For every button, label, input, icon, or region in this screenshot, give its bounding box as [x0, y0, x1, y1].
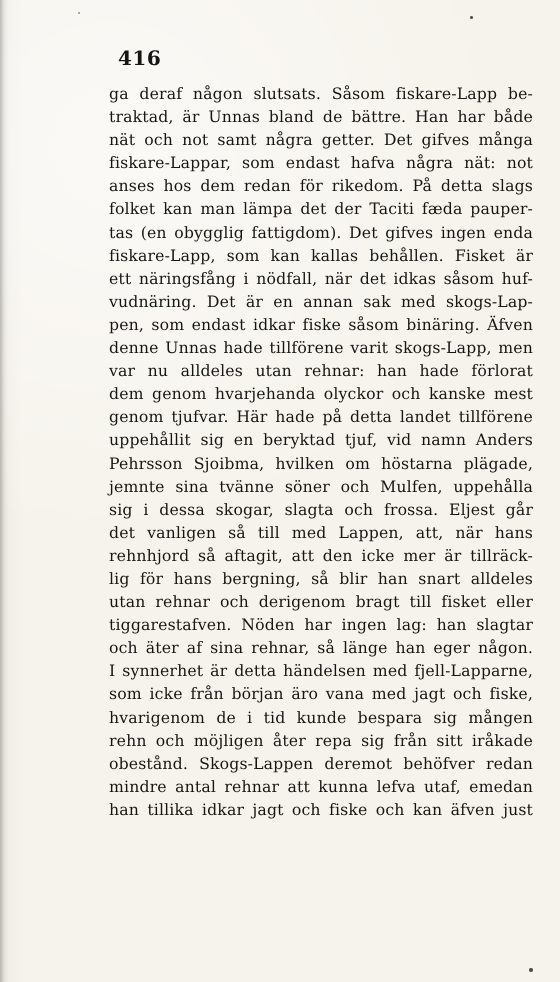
text-line: folket kan man lämpa det der Taciti fæda pauper- — [109, 199, 533, 219]
page-speck — [78, 12, 80, 14]
text-line: fiskare-Lapp, som kan kallas behållen. Fisket är — [109, 245, 533, 265]
text-line: rehnhjord så aftagit, att den icke mer är tillräck- — [109, 545, 533, 565]
page-speck — [470, 16, 473, 19]
text-line: hvarigenom de i tid kunde bespara sig mången — [109, 707, 533, 727]
text-line: och äter af sina rehnar, så länge han eger någon. — [109, 638, 533, 658]
text-line: tiggarestafven. Nöden har ingen lag: han slagtar — [109, 615, 533, 635]
text-line: var nu alldeles utan rehnar: han hade förlorat — [109, 361, 533, 381]
text-line: utan rehnar och derigenom bragt till fisket eller — [109, 592, 533, 612]
page-spine-shadow — [0, 0, 8, 982]
text-line: han tillika idkar jagt och fiske och kan äfven just — [109, 799, 533, 819]
text-line: fiskare-Lappar, som endast hafva några nät: not — [109, 153, 533, 173]
text-line: vudnäring. Det är en annan sak med skogs-Lap- — [109, 291, 533, 311]
page-speck — [529, 968, 533, 972]
text-line: rehn och möjligen åter repa sig från sitt iråkade — [109, 730, 533, 750]
text-line: I synnerhet är detta händelsen med fjell-Lapparne, — [109, 661, 533, 681]
text-line: ett näringsfång i nödfall, när det idkas såsom huf- — [109, 268, 533, 288]
text-line: ga deraf någon slutsats. Såsom fiskare-Lapp be- — [109, 84, 533, 103]
text-line: dem genom hvarjehanda olyckor och kanske mest — [109, 384, 533, 404]
text-line: tas (en obygglig fattigdom). Det gifves ingen enda — [109, 222, 533, 242]
text-line: denne Unnas hade tillförene varit skogs-Lapp, men — [109, 338, 533, 358]
text-line: lig för hans bergning, så blir han snart alldeles — [109, 568, 533, 588]
text-line: anses hos dem redan för rikedom. På detta slags — [109, 176, 533, 196]
text-line: genom tjufvar. Här hade på detta landet tillförene — [109, 407, 533, 427]
text-line: traktad, är Unnas bland de bättre. Han har både — [109, 107, 533, 127]
text-line: obestånd. Skogs-Lappen deremot behöfver redan — [109, 753, 533, 773]
page-number: 416 — [118, 46, 162, 70]
text-line: pen, som endast idkar fiske såsom binäring. Äfven — [109, 314, 533, 334]
text-line: som icke från början äro vana med jagt och fiske, — [109, 684, 533, 704]
text-line: det vanligen så till med Lappen, att, när hans — [109, 522, 533, 542]
text-line: Pehrsson Sjoibma, hvilken om höstarna plägade, — [109, 453, 533, 473]
text-line: uppehållit sig en beryktad tjuf, vid namn Anders — [109, 430, 533, 450]
page-text — [109, 82, 533, 821]
text-line: nät och not samt några getter. Det gifves många — [109, 130, 533, 150]
text-line: mindre antal rehnar att kunna lefva utaf, emedan — [109, 776, 533, 796]
text-line: jemnte sina tvänne söner och Mulfen, uppehålla — [109, 476, 533, 496]
text-line: sig i dessa skogar, slagta och frossa. Eljest går — [109, 499, 533, 519]
